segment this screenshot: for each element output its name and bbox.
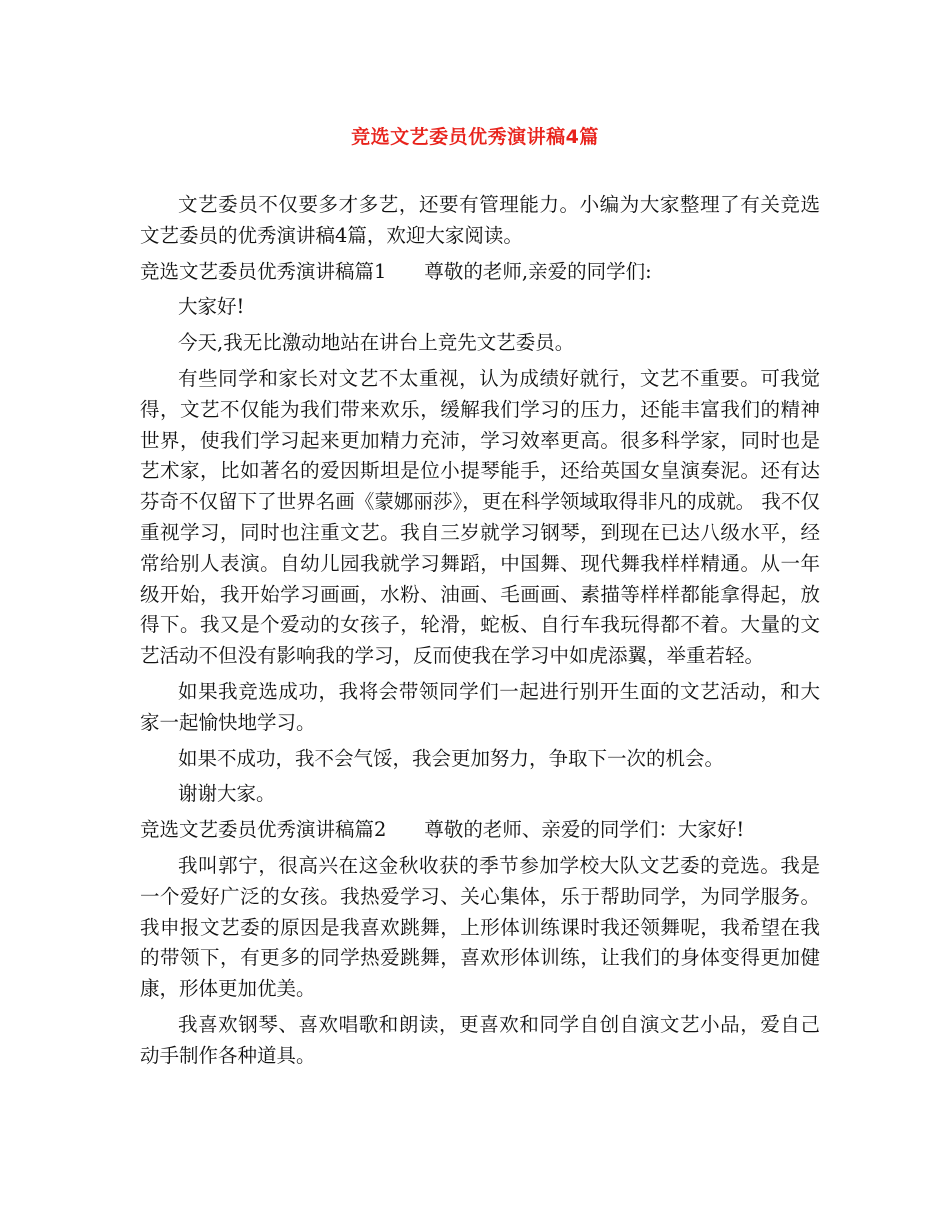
paragraph: 今天,我无比激动地站在讲台上竞先文艺委员。 bbox=[178, 331, 575, 355]
paragraph: 大家好! bbox=[178, 295, 245, 319]
paragraph: 如果我竞选成功，我将会带领同学们一起进行别开生面的文艺活动，和大家一起愉快地学习。 bbox=[140, 679, 820, 734]
section-1-heading-line bbox=[140, 257, 820, 288]
section-1-heading: 竞选文艺委员优秀演讲稿篇1 bbox=[140, 259, 387, 283]
paragraph: 如果不成功，我不会气馁，我会更加努力，争取下一次的机会。 bbox=[178, 746, 725, 770]
intro-paragraph: 文艺委员不仅要多才多艺，还要有管理能力。小编为大家整理了有关竞选文艺委员的优秀演讲稿4篇，欢迎大家阅读。 bbox=[140, 193, 820, 247]
section-2-salutation: 尊敬的老师、亲爱的同学们：大家好! bbox=[424, 818, 745, 842]
paragraph: 我叫郭宁，很高兴在这金秋收获的季节参加学校大队文艺委的竞选。我是一个爱好广泛的女孩。我热爱学习、关心集体，乐于帮助同学，为同学服务。我申报文艺委的原因是我喜欢跳舞，上形体训练课时我还领舞呢，我希望在我的带领下，有更多的同学热爱跳舞，喜欢形体训练，让我们的身体变得更加健康，形体更加优美。 bbox=[140, 853, 820, 1001]
section-2-heading-line bbox=[140, 815, 820, 846]
document-title: 竞选文艺委员优秀演讲稿4篇 bbox=[351, 126, 599, 148]
section-1-salutation: 尊敬的老师,亲爱的同学们: bbox=[424, 259, 652, 283]
document-body bbox=[140, 190, 820, 1077]
paragraph: 谢谢大家。 bbox=[178, 782, 276, 806]
section-2-heading: 竞选文艺委员优秀演讲稿篇2 bbox=[140, 818, 387, 842]
paragraph: 我喜欢钢琴、喜欢唱歌和朗读，更喜欢和同学自创自演文艺小品，爱自己动手制作各种道具。 bbox=[140, 1012, 820, 1067]
paragraph: 有些同学和家长对文艺不太重视，认为成绩好就行，文艺不重要。可我觉得，文艺不仅能为我们带来欢乐，缓解我们学习的压力，还能丰富我们的精神世界，使我们学习起来更加精力充沛，学习效率更高。很多科学家，同时也是艺术家，比如著名的爱因斯坦是位小提琴能手，还给英国女皇演奏泥。还有达芬奇不仅留下了世界名画《蒙娜丽莎》，更在科学领域取得非凡的成就。 我不仅重视学习，同时也注重文艺。我自三岁就学习钢琴，到现在已达八级水平，经常给别人表演。自幼儿园我就学习舞蹈，中国舞、现代舞我样样精通。从一年级开始，我开始学习画画，水粉、油画、毛画画、素描等样样都能拿得起，放得下。我又是个爱动的女孩子，轮滑，蛇板、自行车我玩得都不着。大量的文艺活动不但没有影响我的学习，反而使我在学习中如虎添翼，举重若轻。 bbox=[140, 366, 820, 668]
